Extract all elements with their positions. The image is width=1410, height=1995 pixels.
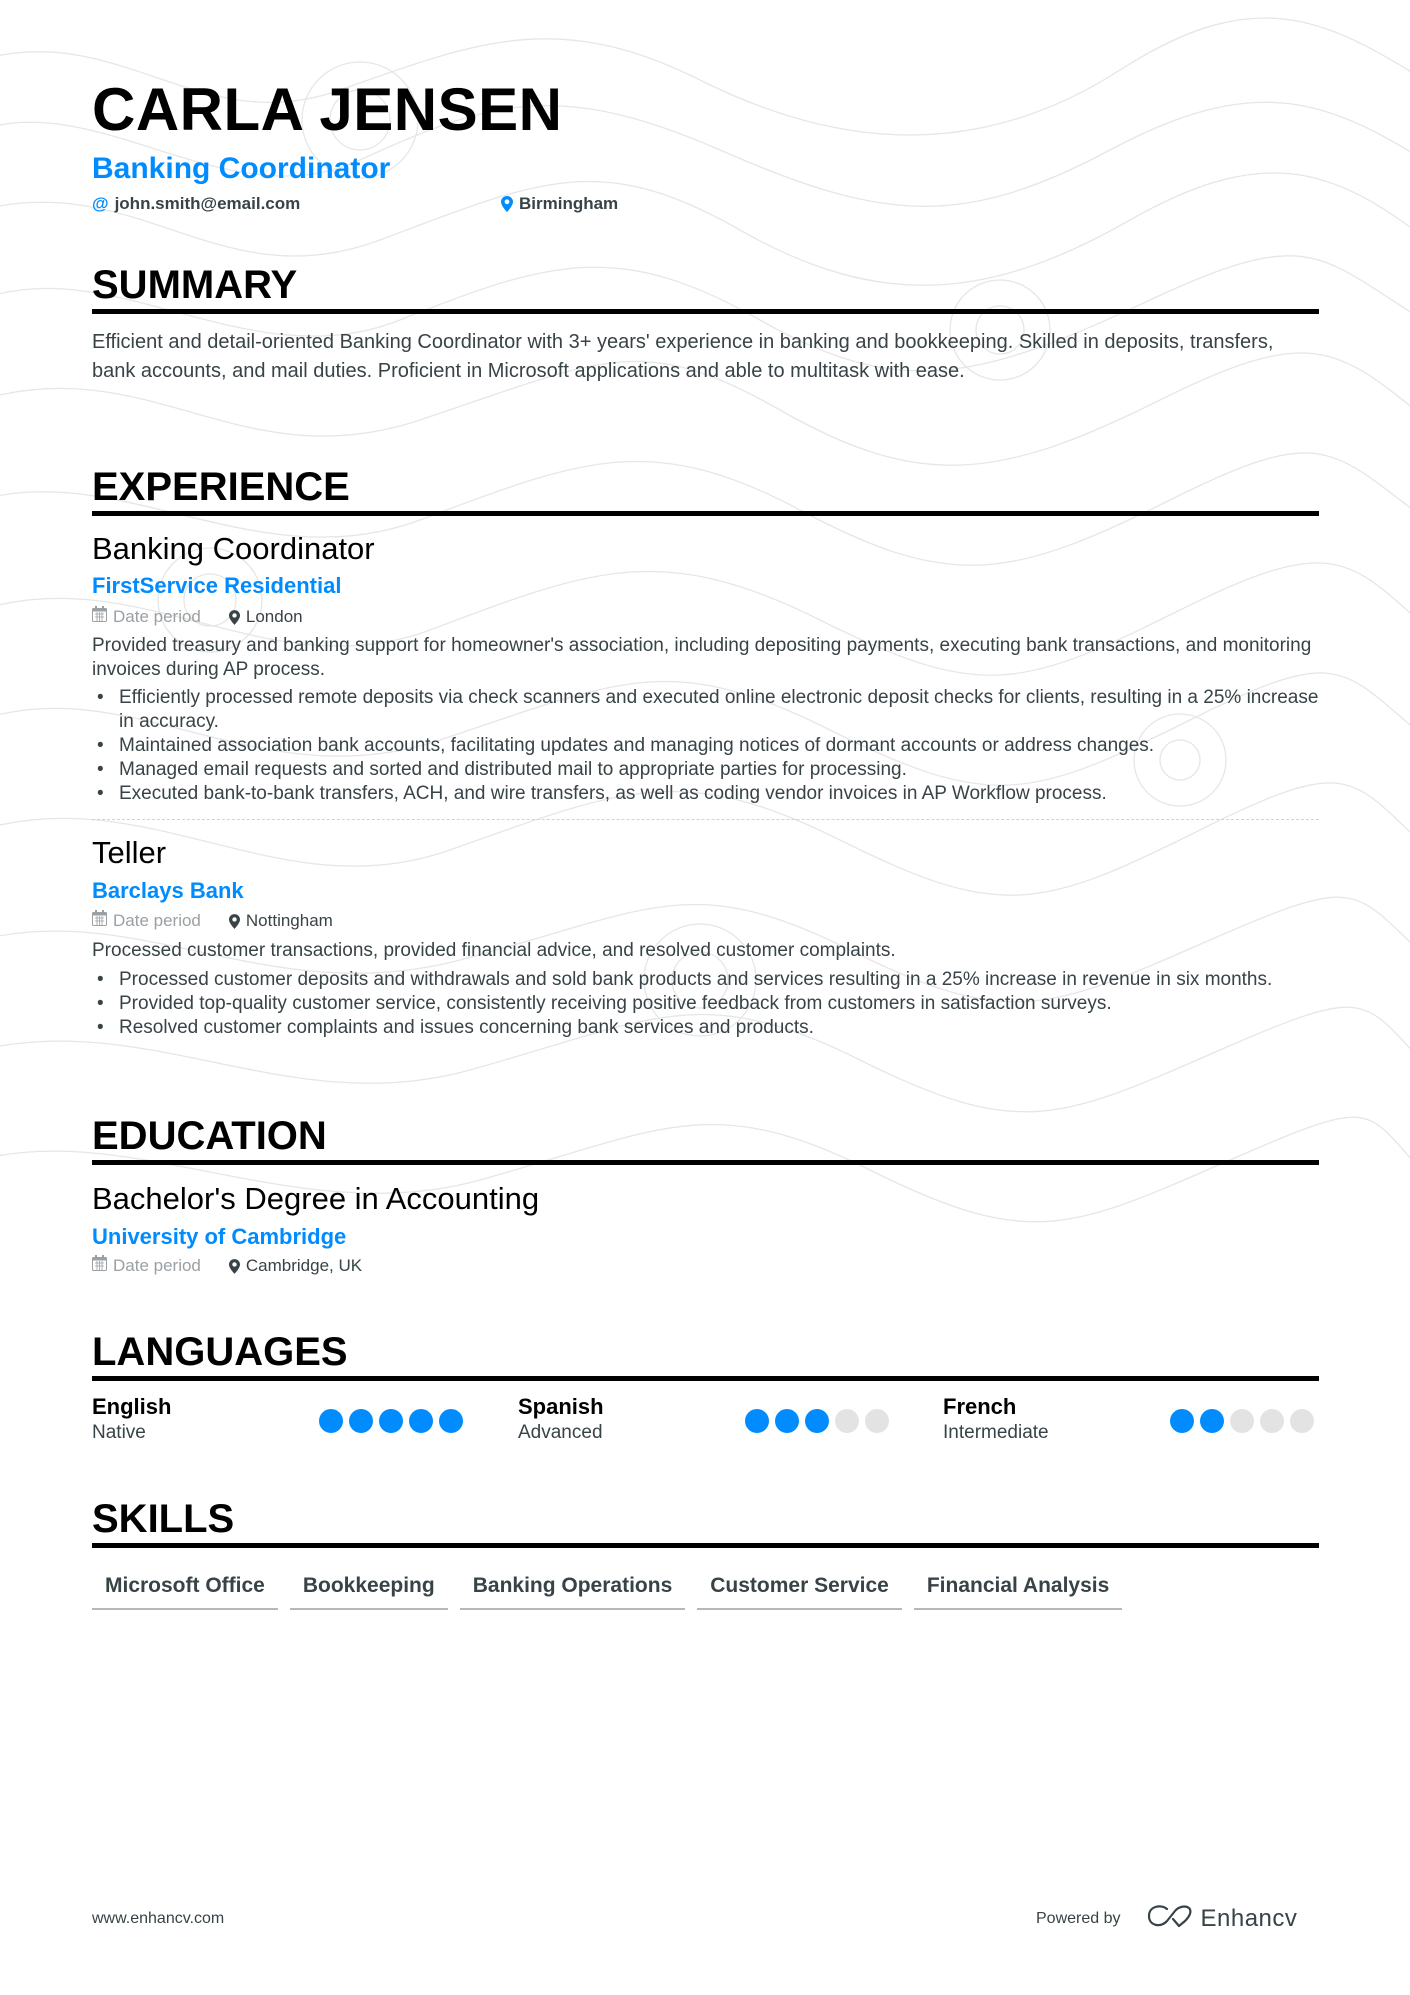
skill-tag: Financial Analysis [914,1572,1122,1610]
rating-dot-filled [1200,1409,1224,1433]
rating-dot-filled [745,1409,769,1433]
job-description: Provided treasury and banking support for homeowner's association, including depositing payments, executing bank transactions, and monitoring invoices during AP process. [92,635,1312,680]
calendar-icon [92,910,107,932]
skills-list [92,1572,1122,1610]
bullet-item: • Executed bank-to-bank transfers, ACH, and wire transfers, as well as coding vendor invoices in AP Workflow process. [92,782,1319,806]
job-date: Date period [113,607,201,626]
bullet-item: • Managed email requests and sorted and distributed mail to appropriate parties for processing. [92,758,1319,782]
bullet-item: • Maintained association bank accounts, facilitating updates and managing notices of dormant accounts or address changes. [92,734,1319,758]
language-name: Spanish [518,1394,604,1419]
bullet-item: • Efficiently processed remote deposits via check scanners and executed online electronic deposit checks for clients, resulting in a 25% increase in accuracy. [92,686,1319,734]
language-name: English [92,1394,172,1419]
job-bullets [92,968,1319,1040]
job-meta [92,910,333,932]
footer-powered-by[interactable] [1036,1904,1297,1933]
rating-dot-filled [439,1409,463,1433]
at-icon: @ [92,194,109,213]
candidate-name: CARLA JENSEN [92,76,563,143]
resume-page [92,0,1319,1995]
job-date: Date period [113,911,201,930]
language-rating [745,1409,889,1433]
skill-tag: Microsoft Office [92,1572,278,1610]
rating-dot-filled [805,1409,829,1433]
rating-dot-filled [349,1409,373,1433]
rating-dot-filled [1170,1409,1194,1433]
map-pin-icon [501,196,513,212]
job-description: Processed customer transactions, provided financial advice, and resolved customer complaints. [92,940,896,961]
language-rating [1170,1409,1314,1433]
rating-dot-filled [379,1409,403,1433]
skill-tag: Banking Operations [460,1572,686,1610]
education-heading: EDUCATION [92,1114,327,1158]
contact-email[interactable] [92,192,300,216]
map-pin-icon [229,1259,240,1274]
language-level: Native [92,1422,146,1443]
calendar-icon [92,1255,107,1277]
rating-dot-filled [409,1409,433,1433]
language-level: Advanced [518,1422,603,1443]
skills-divider [92,1543,1319,1548]
enhancv-logo-icon [1147,1904,1193,1933]
language-name: French [943,1394,1017,1419]
rating-dot-filled [319,1409,343,1433]
job-company[interactable]: FirstService Residential [92,573,342,598]
experience-heading: EXPERIENCE [92,465,350,509]
language-item [92,1393,512,1453]
language-item [943,1393,1363,1453]
entry-separator [92,819,1319,820]
job-role: Banking Coordinator [92,531,375,566]
education-date: Date period [113,1256,201,1275]
candidate-title: Banking Coordinator [92,152,391,185]
summary-heading: SUMMARY [92,263,298,307]
rating-dot-filled [775,1409,799,1433]
job-company[interactable]: Barclays Bank [92,878,244,903]
degree-title: Bachelor's Degree in Accounting [92,1181,540,1216]
bullet-item: • Resolved customer complaints and issues concerning bank services and products. [92,1016,1319,1040]
education-meta [92,1255,362,1277]
summary-text: Efficient and detail-oriented Banking Coordinator with 3+ years' experience in banking and bookkeeping. Skilled in deposits, transfers, bank accounts, and mail duties. Proficient in Microsoft applications and able to multitask with ease. [92,331,1274,382]
education-divider [92,1160,1319,1165]
rating-dot-empty [1260,1409,1284,1433]
education-location: Cambridge, UK [245,1256,363,1275]
powered-by-label: Powered by [1036,1909,1121,1927]
summary-divider [92,309,1319,314]
rating-dot-empty [1230,1409,1254,1433]
language-item [518,1393,938,1453]
language-level: Intermediate [943,1422,1049,1443]
language-rating [319,1409,463,1433]
experience-divider [92,511,1319,516]
email-text: john.smith@email.com [114,194,301,213]
job-role: Teller [92,835,167,870]
skills-heading: SKILLS [92,1497,235,1541]
job-location: London [245,607,303,626]
map-pin-icon [229,914,240,929]
bullet-item: • Provided top-quality customer service, consistently receiving positive feedback from customers in satisfaction surveys. [92,992,1319,1016]
location-text: Birmingham [519,194,619,213]
job-location: Nottingham [245,911,333,930]
brand-name: Enhancv [1200,1904,1298,1932]
languages-heading: LANGUAGES [92,1330,348,1374]
rating-dot-empty [835,1409,859,1433]
map-pin-icon [229,610,240,625]
bullet-item: • Processed customer deposits and withdrawals and sold bank products and services resulting in a 25% increase in revenue in six months. [92,968,1319,992]
rating-dot-empty [865,1409,889,1433]
calendar-icon [92,606,107,628]
contact-location [501,192,618,216]
skill-tag: Bookkeeping [290,1572,448,1610]
skill-tag: Customer Service [697,1572,902,1610]
languages-divider [92,1376,1319,1381]
rating-dot-empty [1290,1409,1314,1433]
school-name[interactable]: University of Cambridge [92,1224,347,1249]
job-meta [92,606,303,628]
footer-website-link[interactable]: www.enhancv.com [92,1910,225,1927]
job-bullets [92,686,1319,806]
